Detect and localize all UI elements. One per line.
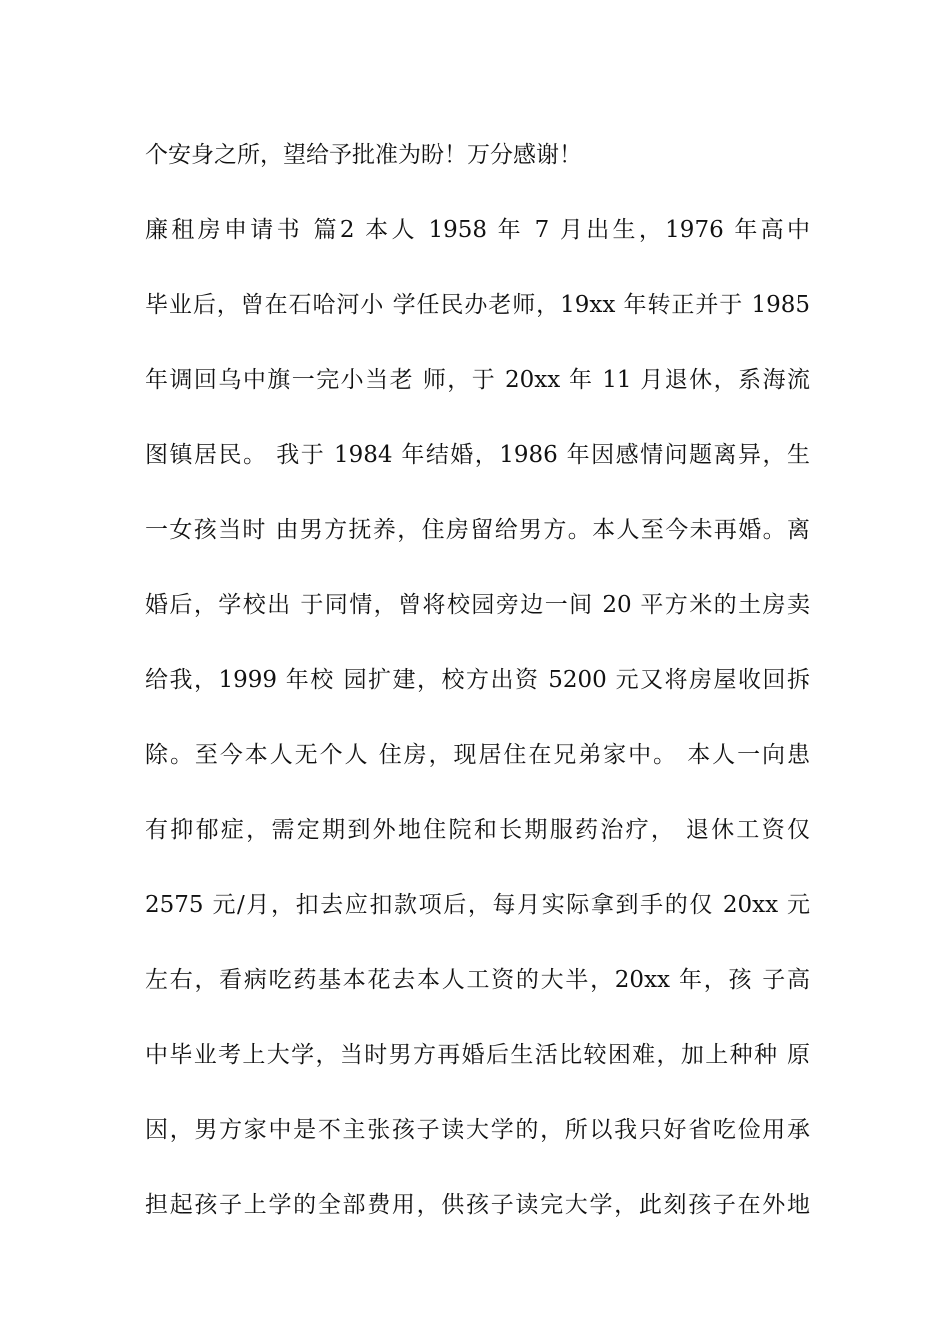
text-line: 因，男方家中是不主张孩子读大学的，所以我只好省吃俭用承 — [145, 1117, 810, 1143]
text-line: 一女孩当时 由男方抚养，住房留给男方。本人至今未再婚。离 — [145, 517, 810, 543]
text-line: 左右，看病吃药基本花去本人工资的大半，20xx 年，孩 子高 — [145, 967, 810, 993]
text-line: 图镇居民。 我于 1984 年结婚，1986 年因感情问题离异，生 — [145, 442, 810, 468]
text-line: 个安身之所，望给予批准为盼！万分感谢！ — [145, 142, 582, 168]
text-line: 婚后，学校出 于同情，曾将校园旁边一间 20 平方米的土房卖 — [145, 592, 810, 618]
text-line: 毕业后，曾在石哈河小 学任民办老师，19xx 年转正并于 1985 — [145, 292, 810, 318]
text-line: 2575 元/月，扣去应扣款项后，每月实际拿到手的仅 20xx 元 — [145, 892, 810, 918]
document-body — [145, 132, 810, 1257]
text-line: 中毕业考上大学，当时男方再婚后生活比较困难，加上种种 原 — [145, 1042, 810, 1068]
text-line: 除。至今本人无个人 住房，现居住在兄弟家中。 本人一向患 — [145, 742, 810, 768]
text-line: 年调回乌中旗一完小当老 师，于 20xx 年 11 月退休，系海流 — [145, 367, 810, 393]
text-line: 有抑郁症，需定期到外地住院和长期服药治疗， 退休工资仅 — [145, 817, 810, 843]
text-line: 担起孩子上学的全部费用，供孩子读完大学，此刻孩子在外地 — [145, 1192, 810, 1218]
text-line: 给我，1999 年校 园扩建，校方出资 5200 元又将房屋收回拆 — [145, 667, 810, 693]
text-line: 廉租房申请书 篇2 本人 1958 年 7 月出生，1976 年高中 — [145, 217, 810, 243]
